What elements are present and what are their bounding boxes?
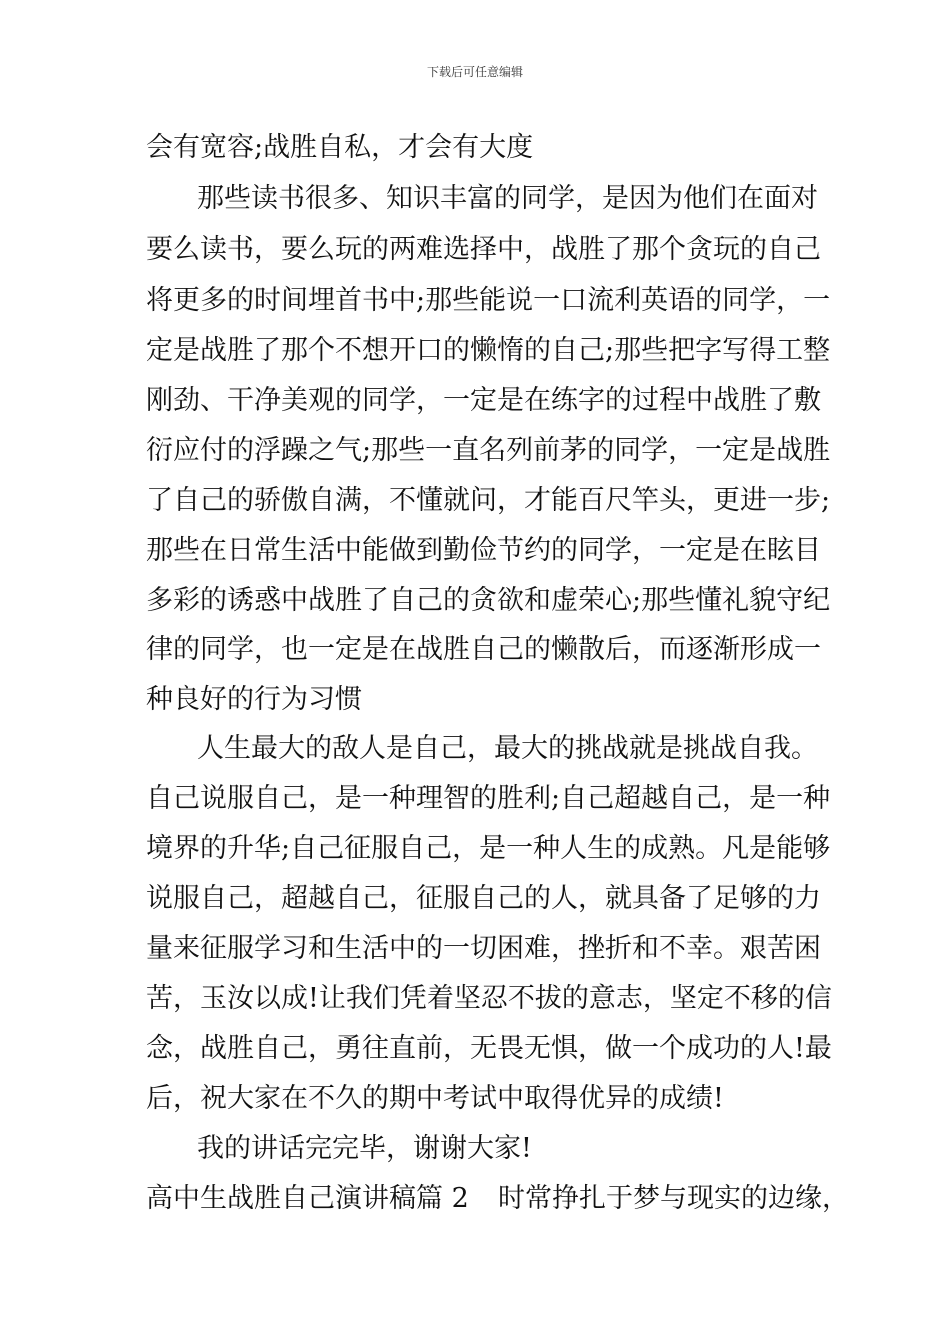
section-heading-row (146, 1183, 849, 1215)
text-line: 刚劲、干净美观的同学，一定是在练字的过程中战胜了敷 (146, 385, 821, 416)
text-line: 要么读书，要么玩的两难选择中，战胜了那个贪玩的自己 (146, 234, 821, 265)
text-line: 苦，玉汝以成!让我们凭着坚忍不拔的意志，坚定不移的信 (146, 983, 832, 1014)
paragraph-start-line: 那些读书很多、知识丰富的同学，是因为他们在面对 (197, 183, 818, 214)
section-title: 高中生战胜自己演讲稿篇 2 (146, 1183, 469, 1214)
text-line: 衍应付的浮躁之气;那些一直名列前茅的同学，一定是战胜 (146, 435, 831, 466)
text-line: 定是战胜了那个不想开口的懒惰的自己;那些把字写得工整 (146, 335, 831, 366)
text-line: 自己说服自己，是一种理智的胜利;自己超越自己，是一种 (146, 783, 831, 814)
text-line: 律的同学，也一定是在战胜自己的懒散后，而逐渐形成一 (146, 634, 821, 665)
text-line: 将更多的时间埋首书中;那些能说一口流利英语的同学，一 (146, 285, 831, 316)
text-line: 多彩的诱惑中战胜了自己的贪欲和虚荣心;那些懂礼貌守纪 (146, 585, 831, 616)
text-line: 种良好的行为习惯 (146, 684, 362, 715)
section-continuation-text: 时常挣扎于梦与现实的边缘， (498, 1183, 849, 1214)
text-line: 念，战胜自己，勇往直前，无畏无惧，做一个成功的人!最 (146, 1033, 832, 1064)
text-line: 说服自己，超越自己，征服自己的人，就具备了足够的力 (146, 883, 821, 914)
paragraph-start-line: 人生最大的敌人是自己，最大的挑战就是挑战自我。 (197, 733, 818, 764)
closing-line: 我的讲话完完毕，谢谢大家! (197, 1133, 532, 1164)
text-line: 了自己的骄傲自满，不懂就问，才能百尺竿头，更进一步; (146, 485, 831, 516)
text-line: 量来征服学习和生活中的一切困难，挫折和不幸。艰苦困 (146, 933, 821, 964)
text-line: 后，祝大家在不久的期中考试中取得优异的成绩! (146, 1083, 724, 1114)
text-line: 那些在日常生活中能做到勤俭节约的同学，一定是在眩目 (146, 535, 821, 566)
text-line: 会有宽容;战胜自私，才会有大度 (146, 132, 534, 163)
text-line: 境界的升华;自己征服自己，是一种人生的成熟。凡是能够 (146, 833, 831, 864)
page-header-note: 下载后可任意编辑 (426, 65, 523, 79)
